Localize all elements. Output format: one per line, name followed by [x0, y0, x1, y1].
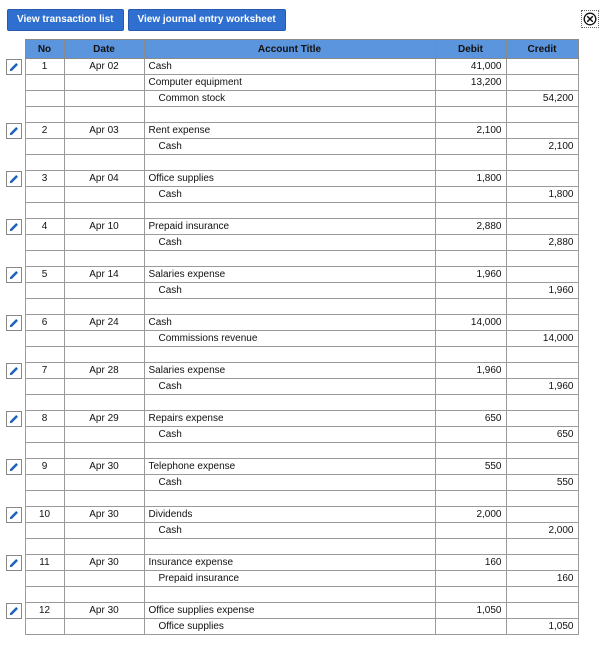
table-row [6, 491, 578, 507]
entry-date: Apr 24 [64, 315, 144, 331]
close-circle-icon [583, 12, 597, 26]
debit-cell [435, 491, 506, 507]
edit-entry-button[interactable] [6, 171, 22, 187]
edit-cell [6, 427, 25, 443]
entry-date [64, 539, 144, 555]
account-title-cell [144, 155, 435, 171]
entry-date [64, 347, 144, 363]
account-title-cell: Cash [144, 379, 435, 395]
entry-date [64, 139, 144, 155]
edit-cell [6, 555, 25, 571]
edit-cell [6, 203, 25, 219]
debit-cell: 550 [435, 459, 506, 475]
debit-cell: 1,960 [435, 267, 506, 283]
edit-column-header [6, 40, 25, 59]
entry-date: Apr 28 [64, 363, 144, 379]
entry-date: Apr 04 [64, 171, 144, 187]
debit-cell [435, 475, 506, 491]
table-row [6, 75, 578, 91]
credit-cell [506, 171, 578, 187]
edit-cell [6, 395, 25, 411]
account-title-cell: Cash [144, 427, 435, 443]
entry-date [64, 155, 144, 171]
edit-cell [6, 539, 25, 555]
table-row [6, 123, 578, 139]
pencil-icon [8, 317, 20, 329]
edit-cell [6, 443, 25, 459]
account-title-cell [144, 251, 435, 267]
table-row [6, 427, 578, 443]
entry-date: Apr 30 [64, 603, 144, 619]
account-title-cell [144, 491, 435, 507]
entry-number [25, 283, 64, 299]
table-row [6, 267, 578, 283]
account-title-cell: Office supplies expense [144, 603, 435, 619]
entry-number [25, 91, 64, 107]
pencil-icon [8, 221, 20, 233]
edit-cell [6, 363, 25, 379]
edit-cell [6, 379, 25, 395]
credit-cell [506, 555, 578, 571]
table-row [6, 571, 578, 587]
edit-cell [6, 59, 25, 75]
entry-date [64, 283, 144, 299]
table-row [6, 219, 578, 235]
account-title-cell: Salaries expense [144, 363, 435, 379]
entry-date [64, 619, 144, 635]
edit-entry-button[interactable] [6, 219, 22, 235]
debit-cell [435, 283, 506, 299]
table-row [6, 347, 578, 363]
debit-cell [435, 523, 506, 539]
debit-cell [435, 571, 506, 587]
credit-cell [506, 59, 578, 75]
table-row [6, 363, 578, 379]
entry-date [64, 299, 144, 315]
entry-number: 11 [25, 555, 64, 571]
debit-cell [435, 443, 506, 459]
entry-date [64, 523, 144, 539]
edit-cell [6, 603, 25, 619]
debit-cell [435, 619, 506, 635]
account-title-cell: Cash [144, 315, 435, 331]
edit-cell [6, 75, 25, 91]
edit-cell [6, 91, 25, 107]
entry-date [64, 235, 144, 251]
pencil-icon [8, 413, 20, 425]
edit-entry-button[interactable] [6, 123, 22, 139]
credit-cell: 54,200 [506, 91, 578, 107]
edit-cell [6, 459, 25, 475]
account-title-cell: Telephone expense [144, 459, 435, 475]
account-title-cell: Common stock [144, 91, 435, 107]
account-title-cell: Cash [144, 59, 435, 75]
entry-number [25, 491, 64, 507]
credit-cell [506, 75, 578, 91]
credit-cell: 1,960 [506, 379, 578, 395]
table-row [6, 379, 578, 395]
pencil-icon [8, 557, 20, 569]
edit-cell [6, 331, 25, 347]
entry-date [64, 187, 144, 203]
header-debit: Debit [435, 40, 506, 59]
entry-date: Apr 10 [64, 219, 144, 235]
edit-cell [6, 491, 25, 507]
entry-number [25, 155, 64, 171]
table-row [6, 203, 578, 219]
credit-cell [506, 299, 578, 315]
entry-number [25, 475, 64, 491]
table-row [6, 171, 578, 187]
pencil-icon [8, 125, 20, 137]
debit-cell [435, 235, 506, 251]
debit-cell: 1,960 [435, 363, 506, 379]
credit-cell: 1,050 [506, 619, 578, 635]
credit-cell [506, 411, 578, 427]
account-title-cell: Office supplies [144, 171, 435, 187]
debit-cell [435, 187, 506, 203]
edit-cell [6, 619, 25, 635]
edit-cell [6, 299, 25, 315]
table-row [6, 539, 578, 555]
credit-cell [506, 155, 578, 171]
entry-date: Apr 02 [64, 59, 144, 75]
edit-cell [6, 219, 25, 235]
edit-cell [6, 571, 25, 587]
debit-cell: 650 [435, 411, 506, 427]
table-row [6, 331, 578, 347]
edit-cell [6, 171, 25, 187]
journal-table [6, 39, 579, 635]
table-row [6, 619, 578, 635]
debit-cell [435, 91, 506, 107]
pencil-icon [8, 61, 20, 73]
table-row [6, 315, 578, 331]
edit-cell [6, 475, 25, 491]
debit-cell [435, 331, 506, 347]
credit-cell [506, 219, 578, 235]
entry-number: 2 [25, 123, 64, 139]
table-row [6, 475, 578, 491]
account-title-cell: Cash [144, 139, 435, 155]
debit-cell: 1,800 [435, 171, 506, 187]
entry-date: Apr 14 [64, 267, 144, 283]
account-title-cell: Repairs expense [144, 411, 435, 427]
header-credit: Credit [506, 40, 578, 59]
close-button[interactable] [581, 10, 599, 28]
entry-date: Apr 30 [64, 555, 144, 571]
entry-date [64, 475, 144, 491]
account-title-cell: Salaries expense [144, 267, 435, 283]
table-row [6, 555, 578, 571]
entry-date [64, 107, 144, 123]
edit-entry-button[interactable] [6, 315, 22, 331]
account-title-cell: Cash [144, 235, 435, 251]
credit-cell: 1,800 [506, 187, 578, 203]
header-account-title: Account Title [144, 40, 435, 59]
edit-cell [6, 347, 25, 363]
entry-date [64, 491, 144, 507]
credit-cell: 2,880 [506, 235, 578, 251]
debit-cell: 14,000 [435, 315, 506, 331]
credit-cell: 650 [506, 427, 578, 443]
account-title-cell [144, 395, 435, 411]
entry-date [64, 571, 144, 587]
entry-number [25, 331, 64, 347]
pencil-icon [8, 269, 20, 281]
pencil-icon [8, 365, 20, 377]
entry-number [25, 299, 64, 315]
credit-cell: 1,960 [506, 283, 578, 299]
entry-number [25, 203, 64, 219]
debit-cell: 41,000 [435, 59, 506, 75]
entry-number [25, 139, 64, 155]
pencil-icon [8, 605, 20, 617]
account-title-cell [144, 203, 435, 219]
pencil-icon [8, 509, 20, 521]
entry-number: 12 [25, 603, 64, 619]
credit-cell [506, 507, 578, 523]
credit-cell [506, 251, 578, 267]
entry-date [64, 91, 144, 107]
debit-cell [435, 251, 506, 267]
view-transaction-list-button[interactable]: View transaction list [7, 9, 124, 31]
credit-cell: 2,000 [506, 523, 578, 539]
edit-entry-button[interactable] [6, 507, 22, 523]
credit-cell: 160 [506, 571, 578, 587]
credit-cell: 14,000 [506, 331, 578, 347]
entry-number: 5 [25, 267, 64, 283]
account-title-cell: Dividends [144, 507, 435, 523]
table-row [6, 411, 578, 427]
credit-cell [506, 203, 578, 219]
table-row [6, 523, 578, 539]
entry-number: 3 [25, 171, 64, 187]
entry-number [25, 347, 64, 363]
debit-cell: 1,050 [435, 603, 506, 619]
debit-cell [435, 347, 506, 363]
account-title-cell: Rent expense [144, 123, 435, 139]
entry-number: 4 [25, 219, 64, 235]
header-date: Date [64, 40, 144, 59]
debit-cell: 13,200 [435, 75, 506, 91]
table-row [6, 107, 578, 123]
table-row [6, 91, 578, 107]
account-title-cell: Office supplies [144, 619, 435, 635]
entry-number [25, 395, 64, 411]
debit-cell: 2,100 [435, 123, 506, 139]
edit-entry-button[interactable] [6, 59, 22, 75]
debit-cell [435, 155, 506, 171]
table-row [6, 395, 578, 411]
table-row [6, 155, 578, 171]
edit-entry-button[interactable] [6, 267, 22, 283]
table-row [6, 459, 578, 475]
entry-number [25, 587, 64, 603]
credit-cell [506, 315, 578, 331]
table-row [6, 59, 578, 75]
entry-date [64, 331, 144, 347]
entry-number [25, 571, 64, 587]
account-title-cell [144, 299, 435, 315]
account-title-cell: Prepaid insurance [144, 219, 435, 235]
account-title-cell: Cash [144, 187, 435, 203]
credit-cell [506, 267, 578, 283]
account-title-cell: Commissions revenue [144, 331, 435, 347]
table-row [6, 587, 578, 603]
journal-table-body [6, 59, 578, 635]
credit-cell: 2,100 [506, 139, 578, 155]
credit-cell [506, 363, 578, 379]
entry-date [64, 443, 144, 459]
pencil-icon [8, 461, 20, 473]
account-title-cell [144, 107, 435, 123]
credit-cell [506, 459, 578, 475]
debit-cell [435, 587, 506, 603]
entry-date [64, 251, 144, 267]
edit-entry-button[interactable] [6, 555, 22, 571]
edit-cell [6, 107, 25, 123]
credit-cell [506, 123, 578, 139]
entry-number: 7 [25, 363, 64, 379]
debit-cell [435, 107, 506, 123]
edit-cell [6, 315, 25, 331]
debit-cell [435, 139, 506, 155]
edit-entry-button[interactable] [6, 363, 22, 379]
entry-date [64, 379, 144, 395]
table-row [6, 235, 578, 251]
credit-cell [506, 443, 578, 459]
credit-cell [506, 347, 578, 363]
debit-cell [435, 299, 506, 315]
credit-cell [506, 107, 578, 123]
debit-cell: 160 [435, 555, 506, 571]
entry-number: 1 [25, 59, 64, 75]
credit-cell [506, 491, 578, 507]
entry-date [64, 75, 144, 91]
entry-number [25, 235, 64, 251]
header-no: No [25, 40, 64, 59]
toolbar [7, 9, 286, 31]
entry-number [25, 75, 64, 91]
edit-cell [6, 523, 25, 539]
account-title-cell [144, 443, 435, 459]
edit-cell [6, 267, 25, 283]
table-row [6, 251, 578, 267]
debit-cell [435, 379, 506, 395]
entry-number [25, 379, 64, 395]
debit-cell: 2,880 [435, 219, 506, 235]
edit-cell [6, 187, 25, 203]
account-title-cell: Cash [144, 523, 435, 539]
edit-entry-button[interactable] [6, 603, 22, 619]
entry-number [25, 187, 64, 203]
table-row [6, 299, 578, 315]
entry-number: 10 [25, 507, 64, 523]
entry-number [25, 251, 64, 267]
credit-cell [506, 539, 578, 555]
table-row [6, 603, 578, 619]
account-title-cell: Cash [144, 475, 435, 491]
account-title-cell [144, 587, 435, 603]
debit-cell [435, 539, 506, 555]
table-row [6, 139, 578, 155]
edit-cell [6, 587, 25, 603]
credit-cell [506, 603, 578, 619]
edit-cell [6, 123, 25, 139]
pencil-icon [8, 173, 20, 185]
entry-number [25, 523, 64, 539]
entry-number [25, 427, 64, 443]
debit-cell [435, 395, 506, 411]
credit-cell: 550 [506, 475, 578, 491]
account-title-cell: Insurance expense [144, 555, 435, 571]
credit-cell [506, 395, 578, 411]
table-row [6, 507, 578, 523]
edit-cell [6, 283, 25, 299]
entry-date [64, 395, 144, 411]
edit-cell [6, 507, 25, 523]
account-title-cell [144, 539, 435, 555]
journal-table-container [6, 39, 579, 635]
account-title-cell: Prepaid insurance [144, 571, 435, 587]
table-row [6, 283, 578, 299]
entry-date [64, 203, 144, 219]
account-title-cell [144, 347, 435, 363]
entry-number: 8 [25, 411, 64, 427]
edit-entry-button[interactable] [6, 459, 22, 475]
debit-cell: 2,000 [435, 507, 506, 523]
edit-cell [6, 235, 25, 251]
edit-cell [6, 251, 25, 267]
edit-cell [6, 411, 25, 427]
entry-date: Apr 03 [64, 123, 144, 139]
account-title-cell: Computer equipment [144, 75, 435, 91]
entry-date [64, 427, 144, 443]
entry-number [25, 443, 64, 459]
edit-entry-button[interactable] [6, 411, 22, 427]
edit-cell [6, 139, 25, 155]
entry-number [25, 619, 64, 635]
view-journal-entry-worksheet-button[interactable]: View journal entry worksheet [128, 9, 286, 31]
entry-date: Apr 30 [64, 507, 144, 523]
table-header-row [6, 40, 578, 59]
table-row [6, 187, 578, 203]
account-title-cell: Cash [144, 283, 435, 299]
entry-number [25, 107, 64, 123]
debit-cell [435, 427, 506, 443]
credit-cell [506, 587, 578, 603]
debit-cell [435, 203, 506, 219]
edit-cell [6, 155, 25, 171]
entry-number [25, 539, 64, 555]
entry-date: Apr 30 [64, 459, 144, 475]
entry-number: 6 [25, 315, 64, 331]
table-row [6, 443, 578, 459]
entry-number: 9 [25, 459, 64, 475]
entry-date: Apr 29 [64, 411, 144, 427]
entry-date [64, 587, 144, 603]
